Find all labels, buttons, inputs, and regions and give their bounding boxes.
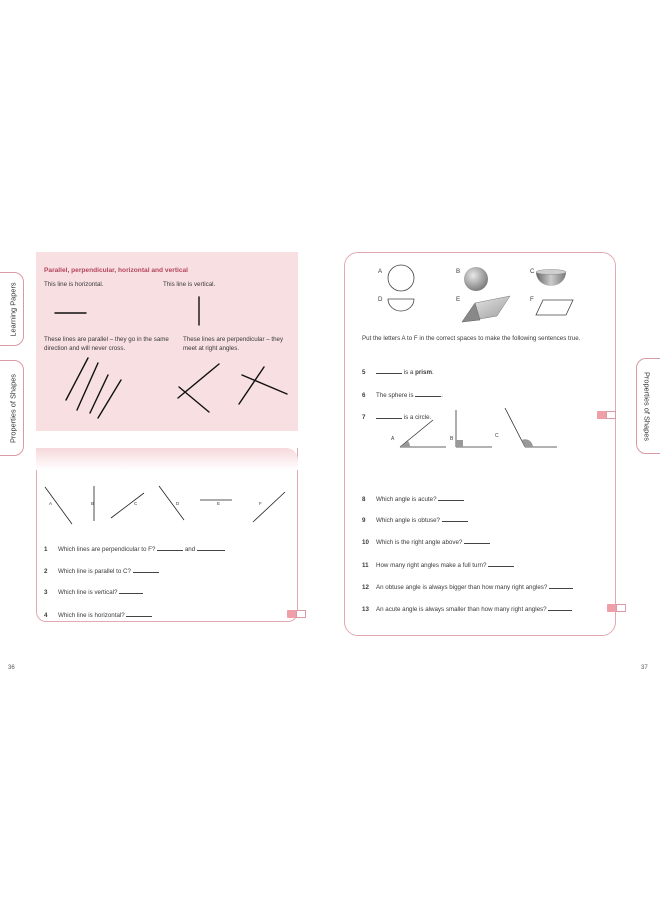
question-5-end: . (431, 369, 434, 376)
page-number-left: 36 (8, 665, 15, 671)
question-8 (362, 494, 464, 503)
question-2-number: 2 (44, 568, 48, 575)
shape-label-c: C (530, 268, 535, 275)
line-label-e: E (217, 501, 221, 506)
question-7-number: 7 (362, 414, 366, 421)
line-label-c: C (134, 501, 138, 506)
side-tab-properties-left-label: Properties of Shapes (8, 373, 18, 444)
right-mark-box-outline-1[interactable] (606, 411, 616, 419)
question-5-number: 5 (362, 369, 366, 376)
angle-label-c: C (495, 433, 499, 439)
shape-a-circle (388, 265, 414, 291)
shape-d-semicircle (388, 299, 414, 311)
parallel-caption: These lines are parallel – they go in the same direction and will never cross. (44, 336, 169, 352)
question-1-connector: and (184, 546, 196, 553)
question-2-text: Which line is parallel to C? (58, 568, 131, 575)
horizontal-caption: This line is horizontal. (44, 281, 104, 288)
perpendicular-caption: These lines are perpendicular – they meet at right angles. (183, 336, 284, 352)
shape-b-sphere (464, 267, 488, 291)
question-11-text: How many right angles make a full turn? (376, 562, 487, 569)
question-9-number: 9 (362, 517, 366, 524)
info-box-title: Parallel, perpendicular, horizontal and vertical (44, 267, 189, 274)
answer-blank-5[interactable] (376, 367, 402, 374)
answer-blank-8[interactable] (438, 494, 464, 501)
question-5-text: is a (403, 369, 416, 376)
right-mark-box-outline-2[interactable] (616, 604, 626, 612)
shape-label-b: B (456, 268, 461, 275)
question-4-text: Which line is horizontal? (58, 612, 125, 619)
side-tab-learning-papers-label: Learning Papers (8, 282, 18, 337)
question-10-number: 10 (362, 539, 369, 546)
answer-blank-11[interactable] (488, 560, 514, 567)
question-6-number: 6 (362, 392, 366, 399)
shape-label-f: F (530, 296, 534, 303)
question-1-number: 1 (44, 546, 48, 553)
answer-blank-12[interactable] (549, 582, 573, 589)
question-13-text: An acute angle is always smaller than how many right angles? (376, 606, 547, 613)
angle-c-arm (505, 408, 525, 447)
question-8-number: 8 (362, 496, 366, 503)
question-7 (362, 412, 431, 421)
shape-label-d: D (378, 296, 383, 303)
side-tab-properties-right-label: Properties of Shapes (642, 371, 652, 442)
question-12-number: 12 (362, 584, 369, 591)
question-12-text: An obtuse angle is always bigger than how many right angles? (376, 584, 548, 591)
answer-blank-9[interactable] (442, 515, 468, 522)
question-5-bold: prism (415, 369, 432, 376)
question-4-number: 4 (44, 612, 48, 619)
question-3-text: Which line is vertical? (58, 589, 118, 596)
line-label-d: D (176, 501, 180, 506)
question-11 (362, 560, 514, 569)
question-11-number: 11 (362, 562, 369, 569)
question-10-text: Which is the right angle above? (376, 539, 463, 546)
vertical-caption: This line is vertical. (163, 281, 216, 288)
question-6-text: The sphere is (376, 392, 414, 399)
question-6-end: . (441, 392, 443, 399)
page-number-right: 37 (641, 665, 648, 671)
angle-label-b: B (450, 436, 454, 442)
question-6 (362, 390, 443, 399)
shape-label-e: E (456, 296, 461, 303)
answer-blank-13[interactable] (548, 604, 572, 611)
question-8-text: Which angle is acute? (376, 496, 437, 503)
line-label-b: B (91, 501, 95, 506)
question-13 (362, 604, 572, 613)
answer-blank-6[interactable] (415, 390, 441, 397)
question-13-number: 13 (362, 606, 369, 613)
line-label-f: F (259, 501, 262, 506)
shape-label-a: A (378, 268, 383, 275)
shape-f-parallelogram (536, 300, 573, 315)
answer-blank-10[interactable] (464, 537, 490, 544)
answer-blank-7[interactable] (376, 412, 402, 419)
question-5 (362, 367, 434, 376)
instruction-text: Put the letters A to F in the correct spaces to make the following sentences true. (362, 335, 581, 342)
question-9 (362, 515, 468, 524)
question-3-number: 3 (44, 589, 48, 596)
angle-a-arm (400, 420, 433, 447)
question-1-text: Which lines are perpendicular to F? (58, 546, 156, 553)
question-9-text: Which angle is obtuse? (376, 517, 440, 524)
angle-label-a: A (391, 436, 395, 442)
question-10 (362, 537, 490, 546)
question-12 (362, 582, 573, 591)
angle-a-marker (400, 441, 410, 447)
question-7-text: is a circle. (403, 414, 432, 421)
angle-c-marker (522, 439, 534, 447)
line-label-a: A (49, 501, 53, 506)
angle-b-marker (456, 440, 463, 447)
